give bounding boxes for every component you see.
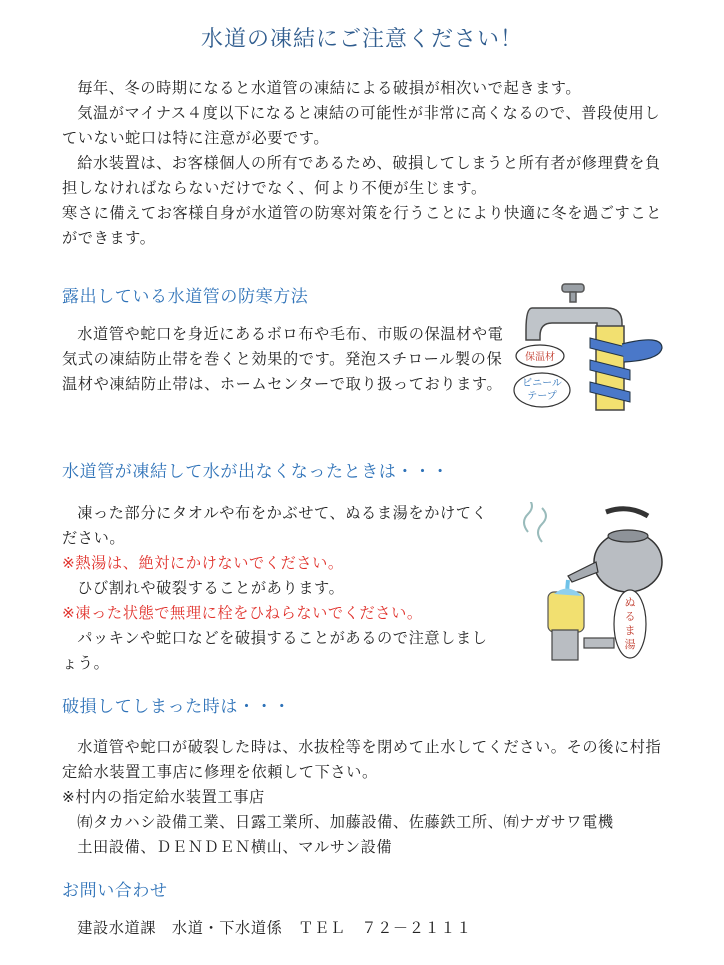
section-heading-protection: 露出している水道管の防寒方法 [62,287,309,307]
label-insulation: 保温材 [525,352,555,363]
section-heading-frozen: 水道管が凍結して水が出なくなったときは・・・ [62,462,450,482]
frozen-caution: パッキンや蛇口などを破損することがあるので注意しましょう。 [62,629,488,672]
shops-list-2: 土田設備、ＤＥＮＤＥＮ横山、マルサン設備 [77,838,393,856]
frozen-risk: ひび割れや破裂することがあります。 [77,579,345,597]
label-tape: テープ [527,391,557,402]
intro-paragraph-1: 毎年、冬の時期になると水道管の凍結による破損が相次いで起きます。 [77,79,582,97]
shops-note: ※村内の指定給水装置工事店 [62,788,265,806]
label-lukewarm-3: ま [624,624,636,637]
section-protection-body [62,322,512,397]
kettle-illustration [508,502,668,662]
contact-line: 建設水道課 水道・下水道係 ＴＥＬ ７２－２１１１ [77,919,472,937]
intro-paragraph-4: 寒さに備えてお客様自身が水道管の防寒対策を行うことにより快適に冬を過ごすことができます。 [62,204,662,247]
label-vinyl: ビニール [522,378,562,389]
label-lukewarm-4: 湯 [624,638,636,651]
section-frozen-body [62,501,502,676]
pipe-wrapping-illustration [512,278,672,413]
section-damaged-body [62,735,674,860]
section-heading-contact: お問い合わせ [62,881,168,901]
shops-list-1: ㈲タカハシ設備工業、日露工業所、加藤設備、佐藤鉄工所、㈲ナガサワ電機 [77,813,614,831]
warning-faucet: ※凍った状態で無理に栓をひねらないでください。 [62,604,423,622]
label-lukewarm-1: ぬ [624,596,636,609]
intro-paragraph-3: 給水装置は、お客様個人の所有であるため、破損してしまうと所有者が修理費を負担しなければならないだけでなく、何より不便が生じます。 [62,154,661,197]
section-heading-damaged: 破損してしまった時は・・・ [62,697,291,717]
protection-text: 水道管や蛇口を身近にあるボロ布や毛布、市販の保温材や電気式の凍結防止帯を巻くと効果的です。発泡スチロール製の保温材や凍結防止帯は、ホームセンターで取り扱っております。 [62,325,504,393]
label-lukewarm-2: る [624,610,636,623]
intro-paragraph-2: 気温がマイナス４度以下になると凍結の可能性が非常に高くなるので、普段使用していない蛇口は特に注意が必要です。 [62,104,661,147]
damaged-text: 水道管や蛇口が破裂した時は、水抜栓等を閉めて止水してください。その後に村指定給水装置工事店に修理を依頼して下さい。 [62,738,662,781]
page-title: 水道の凍結にご注意ください！ [200,27,523,52]
frozen-instruction: 凍った部分にタオルや布をかぶせて、ぬるま湯をかけてください。 [62,504,488,547]
warning-hot-water: ※熱湯は、絶対にかけないでください。 [62,554,344,572]
